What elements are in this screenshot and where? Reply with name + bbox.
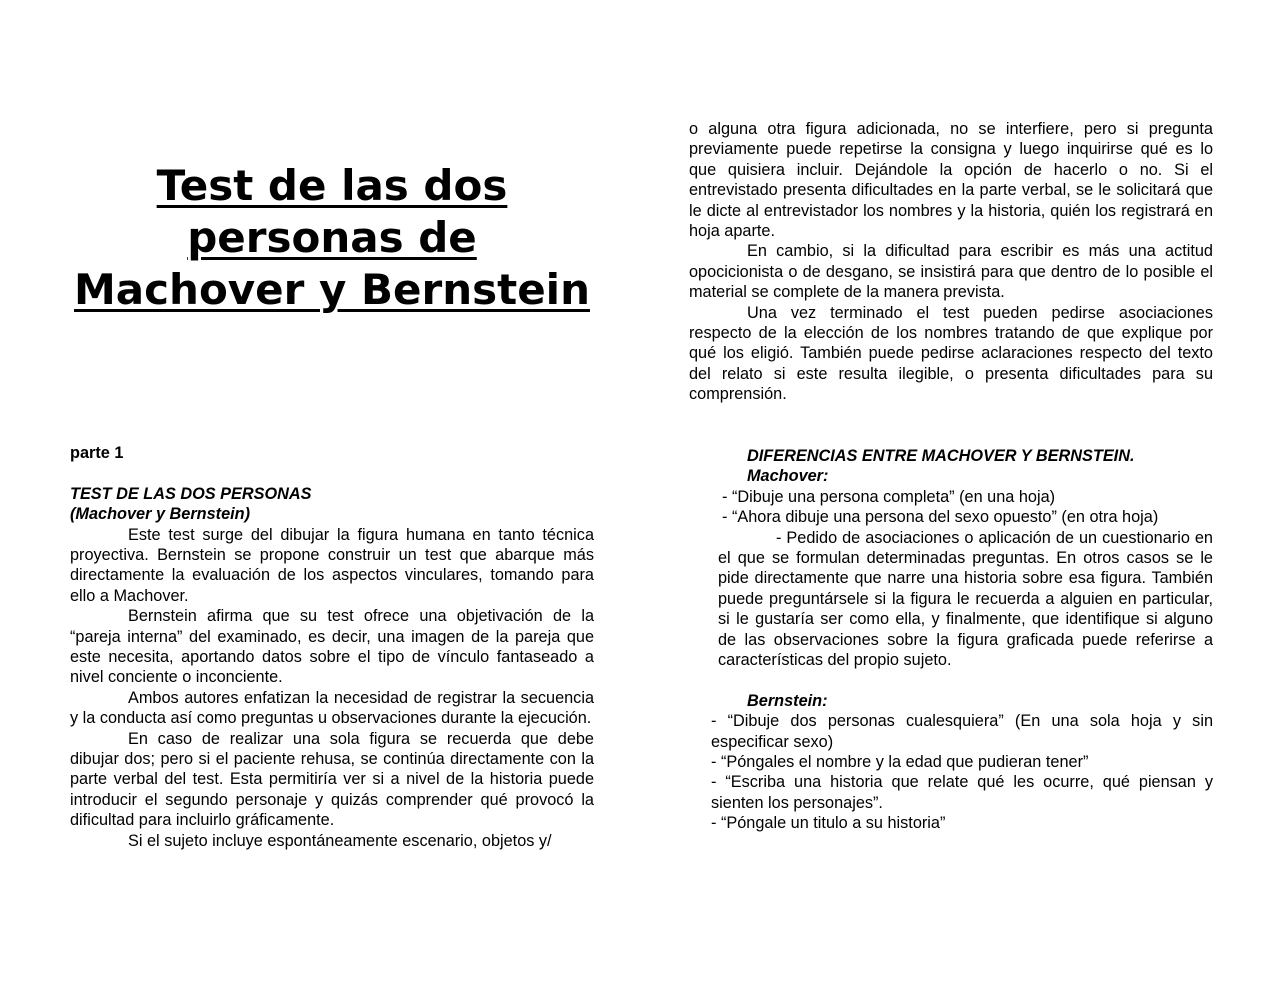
right-paragraph: o alguna otra figura adicionada, no se interfiere, pero si pregunta previamente puede repetirse la consigna y luego inquirirse qué es lo que quisiera incluir. Dejándole la opción de hacerlo o no. Si el entrevistado presenta dificultades en la parte verbal, se le solicitará que le dicte al entrevistador los nombres y la historia, quién los registrará en hoja aparte. <box>689 120 1213 241</box>
document-title: Test de las dos personas de Machover y Bernstein <box>74 161 590 314</box>
left-paragraph: Ambos autores enfatizan la necesidad de registrar la secuencia y la conducta así como preguntas u observaciones durante la ejecución. <box>70 688 594 728</box>
bernstein-item: - “Escriba una historia que relate qué les ocurre, qué piensan y sienten los personajes”. <box>711 773 1213 812</box>
bernstein-item: - “Póngale un titulo a su historia” <box>711 814 946 833</box>
left-paragraph: Bernstein afirma que su test ofrece una objetivación de la “pareja interna” del examinado, es decir, una imagen de la pareja que este necesita, aportando datos sobre el tipo de vínculo fantaseado a nivel conciente o inconciente. <box>70 607 594 687</box>
part-label: parte 1 <box>70 444 124 462</box>
section-heading-line2: (Machover y Bernstein) <box>70 505 251 524</box>
machover-label: Machover: <box>747 467 829 486</box>
bernstein-label: Bernstein: <box>747 691 828 710</box>
right-top-column <box>689 119 1213 405</box>
section-heading-line1: TEST DE LAS DOS PERSONAS <box>70 484 312 503</box>
left-column <box>70 443 594 851</box>
right-paragraph: Una vez terminado el test pueden pedirse asociaciones respecto de la elección de los nombres tratando de que explique por qué los eligió. También puede pedirse aclaraciones respecto del texto del relato si este resulta ilegible, o presenta dificultades para su comprensión. <box>689 303 1213 404</box>
left-paragraph: Si el sujeto incluye espontáneamente escenario, objetos y/ <box>128 831 552 850</box>
bernstein-item: - “Póngales el nombre y la edad que pudieran tener” <box>711 753 1089 772</box>
bernstein-item: - “Dibuje dos personas cualesquiera” (En una sola hoja y sin especificar sexo) <box>711 712 1213 751</box>
machover-item: - “Dibuje una persona completa” (en una hoja) <box>722 487 1056 506</box>
bernstein-list <box>711 711 1213 833</box>
title-block <box>70 160 594 316</box>
machover-item: - “Ahora dibuje una persona del sexo opuesto” (en otra hoja) <box>722 508 1159 527</box>
spacer <box>689 670 1213 690</box>
left-paragraph: En caso de realizar una sola figura se recuerda que debe dibujar dos; pero si el paciente rehusa, se continúa directamente con la parte verbal del test. Esta permitiría ver si a nivel de la historia puede introducir el segundo personaje y quizás comprender qué provocó la dificultad para incluirlo gráficamente. <box>70 729 594 830</box>
machover-paragraph: - Pedido de asociaciones o aplicación de un cuestionario en el que se formulan determinadas preguntas. En otros casos se le pide directamente que narre una historia sobre esa figura. También puede preguntársele si la figura le recuerda a alguien en particular, si le gustaría ser como ella, y finalmente, que identifique si alguno de las observaciones sobre la figura graficada puede referirse a características del propio sujeto. <box>718 528 1213 670</box>
differences-heading: DIFERENCIAS ENTRE MACHOVER Y BERNSTEIN. <box>747 447 1135 465</box>
left-paragraph: Este test surge del dibujar la figura humana en tanto técnica proyectiva. Bernstein se propone construir un test que abarque más directamente la evaluación de los aspectos vinculares, tomando para ello a Machover. <box>70 525 594 605</box>
right-bottom-column <box>689 446 1213 834</box>
right-paragraph: En cambio, si la dificultad para escribir es más una actitud opocicionista o de desgano, se insistirá para que dentro de lo posible el material se complete de la manera prevista. <box>689 242 1213 302</box>
